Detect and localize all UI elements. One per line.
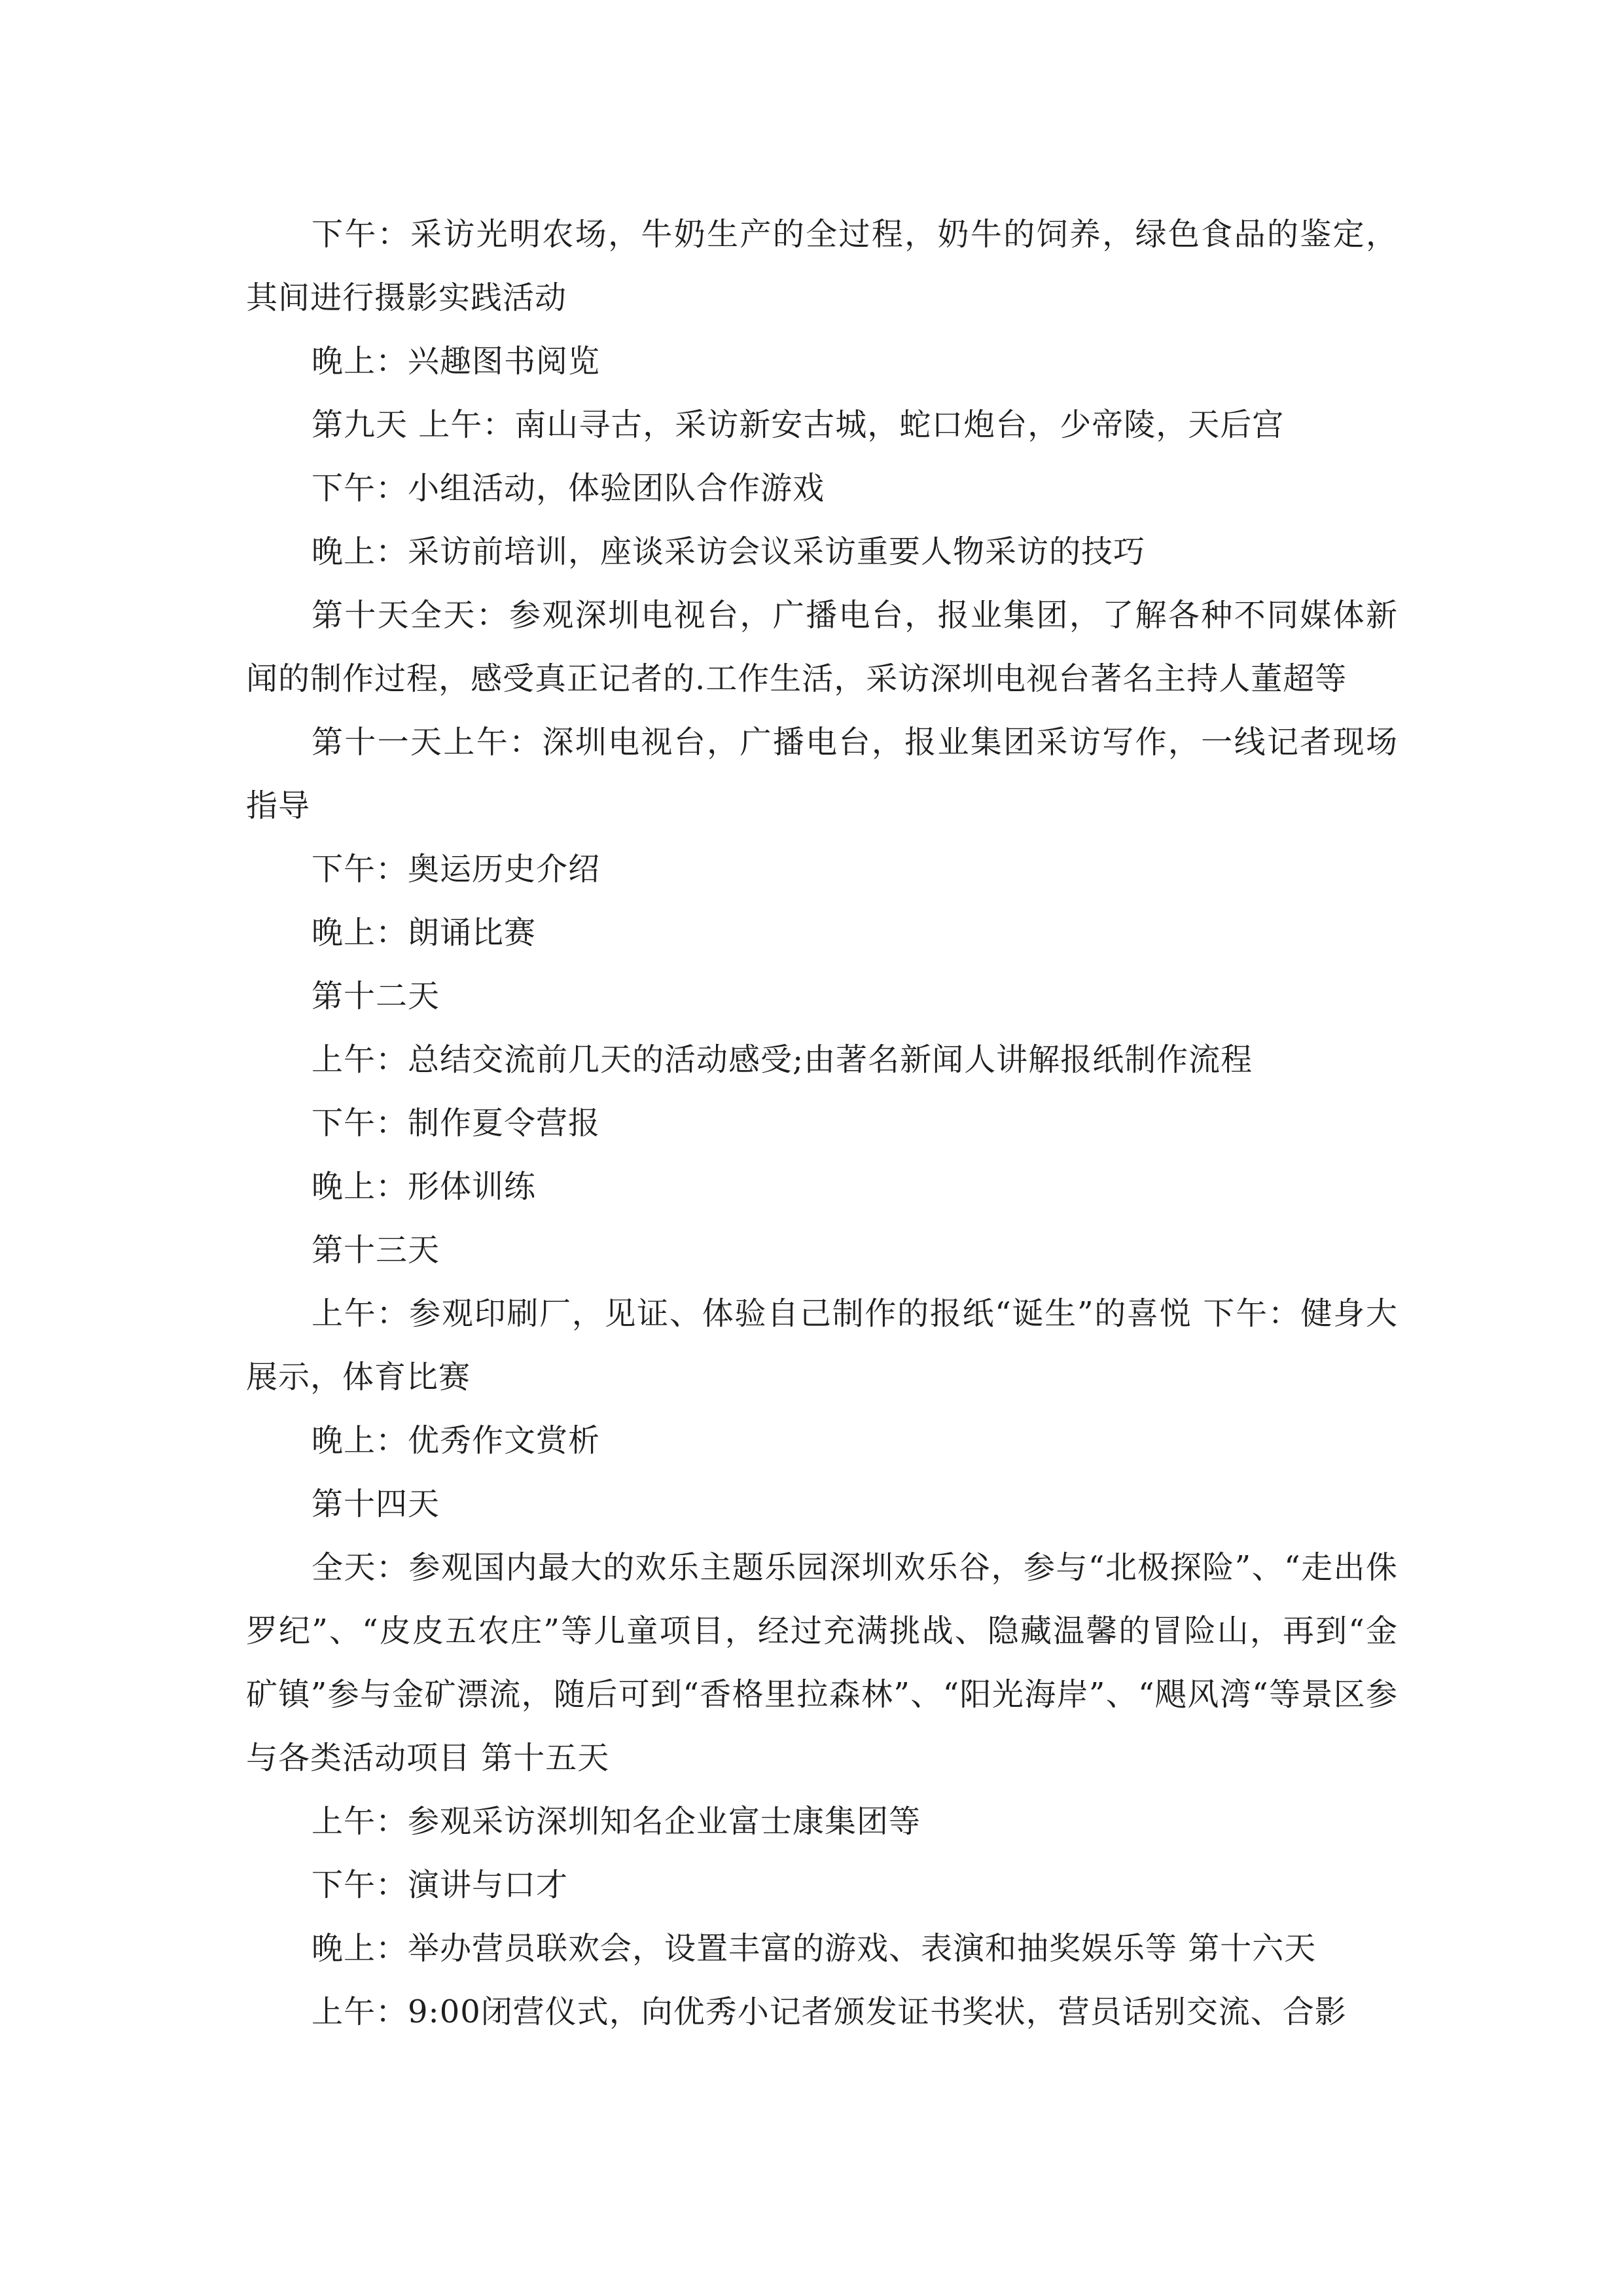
paragraph: 上午：总结交流前几天的活动感受;由著名新闻人讲解报纸制作流程 (312, 1041, 1253, 1078)
paragraph: 晚上：形体训练 (312, 1168, 537, 1205)
paragraph: 上午：参观印刷厂，见证、体验自己制作的报纸“诞生”的喜悦 下午：健身大展示，体育比赛 (246, 1295, 1398, 1395)
paragraph: 晚上：兴趣图书阅览 (312, 343, 601, 380)
paragraph: 下午：小组活动，体验团队合作游戏 (312, 470, 825, 507)
paragraph: 第十一天上午：深圳电视台，广播电台，报业集团采访写作，一线记者现场指导 (246, 724, 1398, 824)
paragraph: 上午：9:00闭营仪式，向优秀小记者颁发证书奖状，营员话别交流、合影 (312, 1994, 1347, 2030)
paragraph: 晚上：采访前培训，座谈采访会议采访重要人物采访的技巧 (312, 533, 1146, 570)
day-heading: 第十四天 (312, 1486, 440, 1522)
paragraph: 下午：采访光明农场，牛奶生产的全过程，奶牛的饲养，绿色食品的鉴定，其间进行摄影实践活动 (246, 216, 1398, 316)
paragraph: 上午：参观采访深圳知名企业富士康集团等 (312, 1803, 921, 1840)
paragraph: 晚上：优秀作文赏析 (312, 1422, 601, 1459)
day-heading: 第十三天 (312, 1232, 440, 1268)
paragraph: 第九天 上午：南山寻古，采访新安古城，蛇口炮台，少帝陵，天后宫 (312, 406, 1285, 443)
paragraph: 下午：演讲与口才 (312, 1867, 569, 1903)
paragraph: 下午：奥运历史介绍 (312, 851, 601, 888)
paragraph: 晚上：朗诵比赛 (312, 914, 537, 951)
paragraph: 全天：参观国内最大的欢乐主题乐园深圳欢乐谷，参与“北极探险”、“走出侏罗纪”、“皮皮五农庄”等儿童项目，经过充满挑战、隐藏温馨的冒险山，再到“金矿镇”参与金矿漂流，随后可到“香格里拉森林”、“阳光海岸”、“飓风湾“等景区参与各类活动项目 第十五天 (246, 1549, 1398, 1776)
paragraph: 晚上：举办营员联欢会，设置丰富的游戏、表演和抽奖娱乐等 第十六天 (312, 1930, 1317, 1967)
paragraph: 第十天全天：参观深圳电视台，广播电台，报业集团，了解各种不同媒体新闻的制作过程，感受真正记者的.工作生活，采访深圳电视台著名主持人董超等 (246, 597, 1398, 697)
document-body (246, 203, 1398, 2044)
paragraph: 下午：制作夏令营报 (312, 1105, 601, 1141)
day-heading: 第十二天 (312, 978, 440, 1014)
